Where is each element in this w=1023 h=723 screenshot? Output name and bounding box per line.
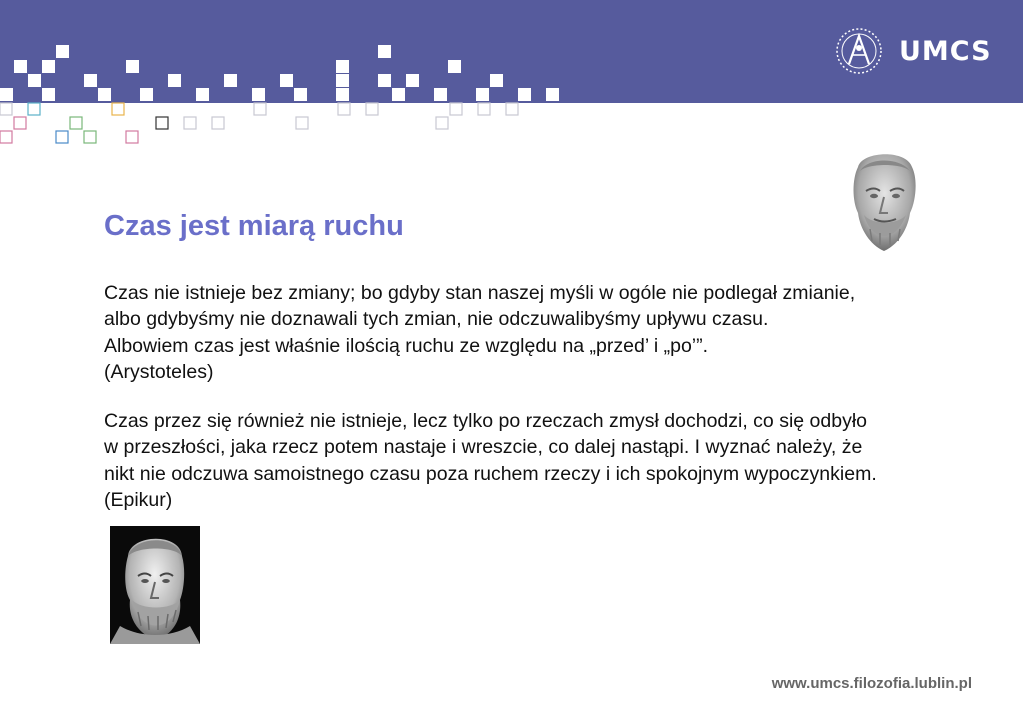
- pattern-square: [168, 74, 181, 87]
- pattern-square: [296, 117, 308, 129]
- quote-line: nikt nie odczuwa samoistnego czasu poza ruchem rzeczy i ich spokojnym wypoczynkiem.: [104, 462, 877, 485]
- aristotle-quote: [104, 280, 994, 385]
- pattern-square: [126, 131, 138, 143]
- pattern-square: [140, 88, 153, 101]
- pattern-square: [336, 74, 349, 87]
- pattern-square: [450, 103, 462, 115]
- pattern-square: [126, 60, 139, 73]
- epicurus-bust-icon: [110, 526, 200, 644]
- pattern-square: [434, 88, 447, 101]
- quote-line: w przeszłości, jaka rzecz potem nastaje i wreszcie, co dalej nastąpi. I wyznać należy, że: [104, 436, 863, 459]
- quote-author: (Arystoteles): [104, 360, 214, 383]
- quote-author: (Epikur): [104, 488, 173, 511]
- pattern-square: [366, 103, 378, 115]
- pattern-square: [546, 88, 559, 101]
- quote-line: albo gdybyśmy nie doznawali tych zmian, nie odczuwalibyśmy upływu czasu.: [104, 308, 769, 331]
- pattern-square: [280, 74, 293, 87]
- pattern-square: [378, 74, 391, 87]
- pattern-square: [112, 103, 124, 115]
- pattern-square: [0, 103, 12, 115]
- pattern-square: [506, 103, 518, 115]
- pattern-square: [156, 117, 168, 129]
- pixel-pattern-decoration: [0, 0, 580, 150]
- aristotle-bust-icon: [838, 145, 930, 255]
- pattern-square: [98, 88, 111, 101]
- pattern-square: [478, 103, 490, 115]
- pattern-square: [436, 117, 448, 129]
- pattern-square: [336, 60, 349, 73]
- pattern-square: [336, 88, 349, 101]
- umcs-logo-text: UMCS: [899, 35, 992, 67]
- pattern-square: [70, 117, 82, 129]
- pattern-square: [252, 88, 265, 101]
- pattern-square: [56, 45, 69, 58]
- pattern-square: [84, 74, 97, 87]
- pattern-square: [56, 131, 68, 143]
- pattern-square: [490, 74, 503, 87]
- footer-url: www.umcs.filozofia.lublin.pl: [771, 675, 972, 692]
- pattern-square: [42, 88, 55, 101]
- epicurus-quote: [104, 408, 994, 513]
- quote-line: Czas przez się również nie istnieje, lecz tylko po rzeczach zmysł dochodzi, co się odbyło: [104, 410, 867, 432]
- pattern-square: [0, 131, 12, 143]
- pattern-square: [42, 60, 55, 73]
- pattern-square: [212, 117, 224, 129]
- pattern-square: [224, 74, 237, 87]
- pattern-square: [392, 88, 405, 101]
- pattern-square: [196, 88, 209, 101]
- pattern-square: [0, 88, 13, 101]
- pattern-square: [378, 45, 391, 58]
- pattern-square: [294, 88, 307, 101]
- pattern-square: [338, 103, 350, 115]
- pattern-square: [448, 60, 461, 73]
- pattern-square: [28, 103, 40, 115]
- umcs-emblem-icon: [834, 26, 884, 76]
- pattern-square: [254, 103, 266, 115]
- pattern-square: [14, 117, 26, 129]
- pattern-square: [84, 131, 96, 143]
- pattern-square: [184, 117, 196, 129]
- pattern-square: [28, 74, 41, 87]
- pattern-square: [476, 88, 489, 101]
- umcs-logo: [834, 26, 992, 76]
- quote-line: Albowiem czas jest właśnie ilością ruchu ze względu na „przed’ i „po’”.: [104, 334, 709, 357]
- pattern-square: [14, 60, 27, 73]
- pattern-square: [518, 88, 531, 101]
- quote-line: Czas nie istnieje bez zmiany; bo gdyby stan naszej myśli w ogóle nie podlegał zmianie,: [104, 282, 856, 304]
- slide-title: Czas jest miarą ruchu: [104, 210, 404, 242]
- pattern-square: [406, 74, 419, 87]
